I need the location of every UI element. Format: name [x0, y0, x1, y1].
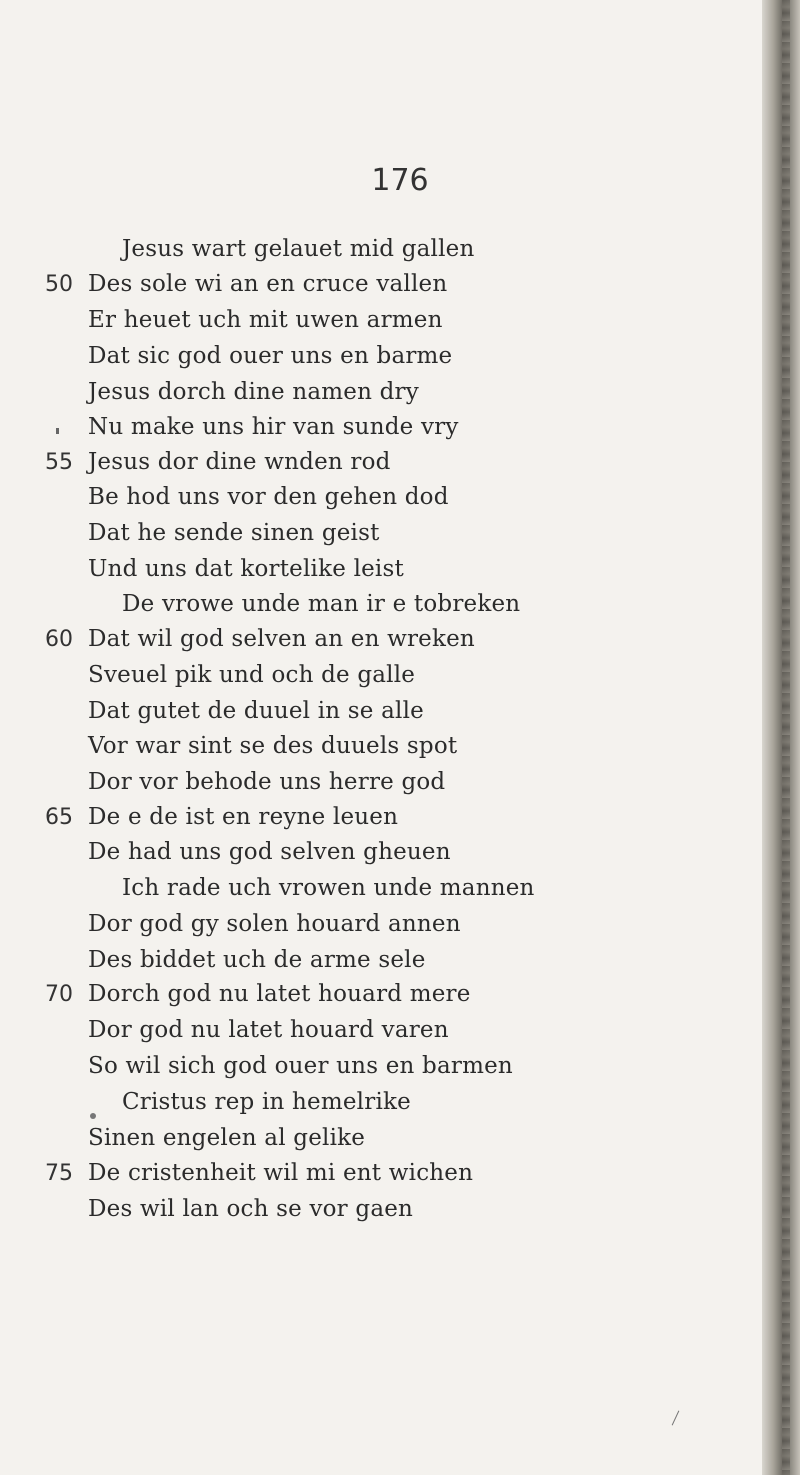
poem-line: Be hod uns vor den gehen dod — [88, 484, 449, 510]
poem-line: Des wil lan och se vor gaen — [88, 1196, 414, 1222]
poem-line: Jesus dor dine wnden rod — [88, 449, 391, 475]
poem-line: De e de ist en reyne leuen — [88, 804, 399, 830]
line-number: 70 — [45, 982, 73, 1007]
poem-line: Dat wil god selven an en wreken — [88, 626, 475, 652]
line-number: 60 — [45, 627, 73, 652]
poem-line: Vor war sint se des duuels spot — [88, 733, 458, 759]
poem-line: Dat he sende sinen geist — [88, 520, 380, 546]
pencil-mark — [672, 1411, 680, 1426]
poem-line: Und uns dat kortelike leist — [88, 556, 404, 582]
poem-line: Jesus dorch dine namen dry — [88, 379, 419, 405]
line-number: 55 — [45, 450, 73, 475]
poem-line: Dat gutet de duuel in se alle — [88, 698, 424, 724]
poem-line: Sinen engelen al gelike — [88, 1125, 366, 1151]
line-number: 75 — [45, 1161, 73, 1186]
margin-tick — [56, 428, 59, 434]
poem-line: So wil sich god ouer uns en barmen — [88, 1053, 513, 1079]
poem-line: De vrowe unde man ir e tobreken — [122, 591, 521, 617]
poem-line: Nu make uns hir van sunde vry — [88, 414, 459, 440]
poem-line: Des biddet uch de arme sele — [88, 947, 426, 973]
poem-line: Dat sic god ouer uns en barme — [88, 343, 453, 369]
poem-line: Dor god nu latet houard varen — [88, 1017, 449, 1043]
page-number: 176 — [371, 163, 429, 198]
poem-line: Jesus wart gelauet mid gallen — [122, 236, 475, 262]
page-edge — [762, 0, 800, 1475]
line-number: 65 — [45, 805, 73, 830]
line-number: 50 — [45, 272, 73, 297]
poem-line: Des sole wi an en cruce vallen — [88, 271, 448, 297]
poem-line: Sveuel pik und och de galle — [88, 662, 416, 688]
poem-line: Ich rade uch vrowen unde mannen — [122, 875, 535, 901]
poem-line: Dor vor behode uns herre god — [88, 769, 446, 795]
poem-line: De had uns god selven gheuen — [88, 839, 451, 865]
poem-line: Dorch god nu latet houard mere — [88, 981, 471, 1007]
poem-line: Cristus rep in hemelrike — [122, 1089, 411, 1115]
poem-line: De cristenheit wil mi ent wichen — [88, 1160, 474, 1186]
poem-line: Er heuet uch mit uwen armen — [88, 307, 443, 333]
margin-mark — [90, 1113, 96, 1119]
poem-line: Dor god gy solen houard annen — [88, 911, 461, 937]
page-edge-shadow — [782, 0, 790, 1475]
